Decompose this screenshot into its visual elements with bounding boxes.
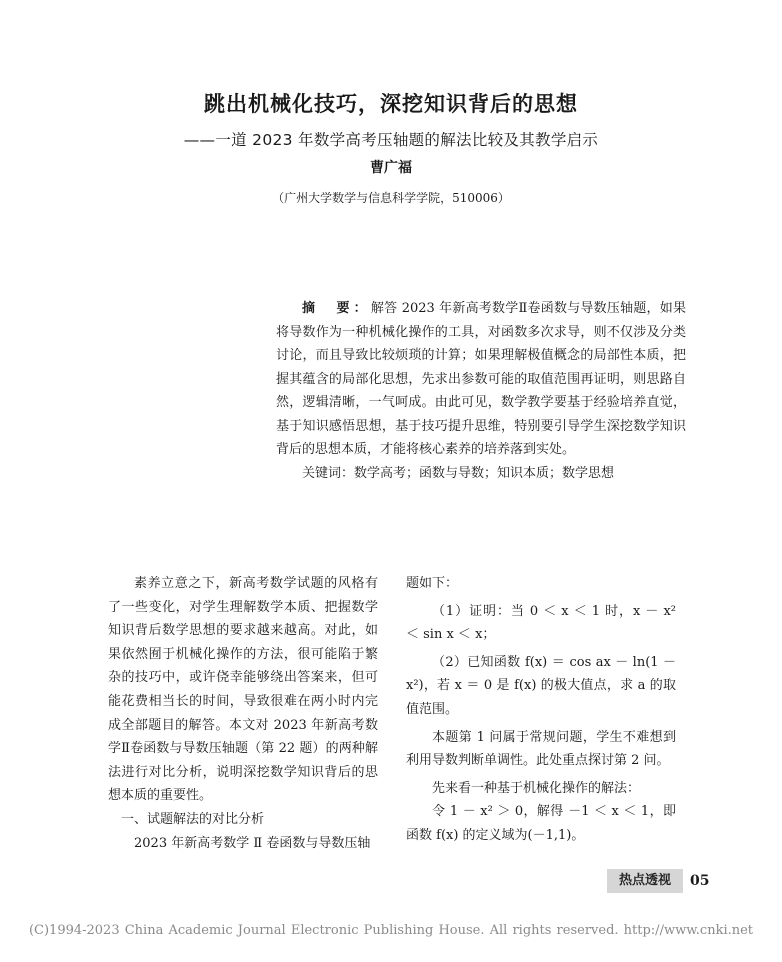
question-part-2: （2）已知函数 f(x) ＝ cos ax － ln(1 － x²)，若 x ＝ 0 是 f(x) 的极大值点，求 a 的取值范围。 <box>406 654 676 717</box>
abstract-block <box>276 297 686 485</box>
keywords-label: 关键词： <box>302 465 355 481</box>
abstract-text: 解答 2023 年新高考数学Ⅱ卷函数与导数压轴题，如果将导数作为一种机械化操作的工具，对函数多次求导，则不仅涉及分类讨论，而且导致比较烦琐的计算；如果理解极值概念的局部性本质，把握其蕴含的局部化思想，先求出参数可能的取值范围再证明，则思路自然，逻辑清晰，一气呵成。由此可见，数学教学要基于经验培养直觉，基于知识感悟思想，基于技巧提升思维，特别要引导学生深挖数学知识背后的思想本质，才能将核心素养的培养落到实处。 <box>276 301 686 457</box>
question-part-1: （1）证明：当 0 ＜ x ＜ 1 时，x － x² ＜ sin x ＜ x； <box>406 603 676 643</box>
body-column-left <box>108 572 378 855</box>
body-column-right <box>406 572 676 848</box>
article-subtitle: ——一道 2023 年数学高考压轴题的解法比较及其教学启示 <box>183 131 599 149</box>
abstract-paragraph <box>276 297 686 462</box>
body-paragraph-continued: 题如下： <box>406 576 459 591</box>
body-paragraph-intro: 素养立意之下，新高考数学试题的风格有了一些变化，对学生理解数学本质、把握数学知识背后数学思想的要求越来越高。对此，如果依然囿于机械化操作的方法，很可能陷于繁杂的技巧中，或许侥幸能够绕出答案来，但可能花费相当长的时间，导致很难在两小时内完成全部题目的解答。本文对 2023 年新高考数学Ⅱ卷函数与导数压轴题（第 22 题）的两种解法进行对比分析，说明深挖数学知识背后的思想本质的重要性。 <box>108 576 378 804</box>
copyright-watermark: (C)1994-2023 China Academic Journal Electronic Publishing House. All rights reserved. http://www.cnki.net <box>28 923 754 938</box>
body-paragraph-analysis: 本题第 1 问属于常规问题，学生不难想到利用导数判断单调性。此处重点探讨第 2 问。 <box>406 729 676 769</box>
section-tag-badge: 热点透视 <box>607 869 683 893</box>
body-paragraph-problem-intro: 2023 年新高考数学 Ⅱ 卷函数与导数压轴 <box>134 835 371 851</box>
keywords-text: 数学高考；函数与导数；知识本质；数学思想 <box>354 465 615 481</box>
article-title: 跳出机械化技巧，深挖知识背后的思想 <box>204 92 578 116</box>
body-paragraph-method: 先来看一种基于机械化操作的解法： <box>432 780 641 796</box>
abstract-label: 摘 要： <box>302 301 371 316</box>
page-number: 05 <box>690 873 710 889</box>
author-affiliation: （广州大学数学与信息科学学院，510006） <box>272 191 510 205</box>
body-paragraph-domain: 令 1 － x² ＞ 0，解得 －1 ＜ x ＜ 1，即函数 f(x) 的定义域为(－1,1)。 <box>406 804 676 843</box>
section-heading: 一、试题解法的对比分析 <box>121 811 265 827</box>
keywords-line <box>276 462 686 486</box>
author-name: 曹广福 <box>370 160 412 176</box>
